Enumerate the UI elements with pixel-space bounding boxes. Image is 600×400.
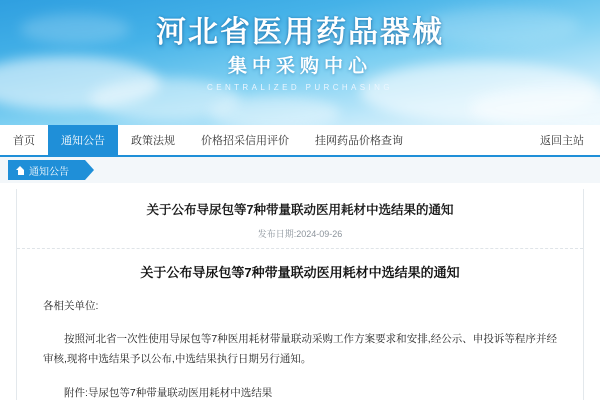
site-subtitle: 集中采购中心 bbox=[227, 56, 372, 77]
cloud-decoration bbox=[210, 96, 340, 125]
nav-item-home[interactable]: 首页 bbox=[13, 135, 35, 147]
document-paragraph: 按照河北省一次性使用导尿包等7种医用耗材带量联动采购工作方案要求和安排,经公示、申投诉等程序并经审核,现将中选结果予以公布,中选结果执行日期另行通知。 bbox=[43, 333, 557, 365]
banner-content bbox=[0, 0, 600, 94]
article-header bbox=[17, 189, 583, 249]
article-body bbox=[17, 249, 583, 400]
main-navigation bbox=[0, 125, 600, 157]
nav-item-drug-price-query[interactable]: 挂网药品价格查询 bbox=[315, 135, 403, 147]
document-salutation: 各相关单位: bbox=[43, 300, 99, 312]
article-card bbox=[16, 189, 584, 400]
page-title: 关于公布导尿包等7种带量联动医用耗材中选结果的通知 bbox=[146, 203, 454, 217]
document-attachment[interactable]: 附件:导尿包等7种带量联动医用耗材中选结果 bbox=[64, 387, 273, 399]
nav-item-credit-evaluation[interactable]: 价格招采信用评价 bbox=[201, 135, 289, 147]
home-icon bbox=[16, 166, 25, 175]
document-title: 关于公布导尿包等7种带量联动医用耗材中选结果的通知 bbox=[140, 265, 460, 280]
breadcrumb-current[interactable] bbox=[8, 160, 85, 180]
breadcrumb bbox=[0, 157, 600, 183]
site-title: 河北省医用药品器械 bbox=[156, 16, 444, 49]
breadcrumb-label: 通知公告 bbox=[29, 166, 69, 178]
nav-item-policies[interactable]: 政策法规 bbox=[131, 135, 175, 147]
site-banner bbox=[0, 0, 600, 125]
publish-date: 发布日期:2024-09-26 bbox=[257, 229, 343, 239]
nav-item-back-to-main-site[interactable]: 返回主站 bbox=[540, 135, 584, 147]
site-title-english: CENTRALIZED PURCHASING bbox=[207, 83, 393, 92]
nav-item-notices[interactable]: 通知公告 bbox=[48, 125, 118, 155]
nav-spacer bbox=[416, 125, 527, 155]
